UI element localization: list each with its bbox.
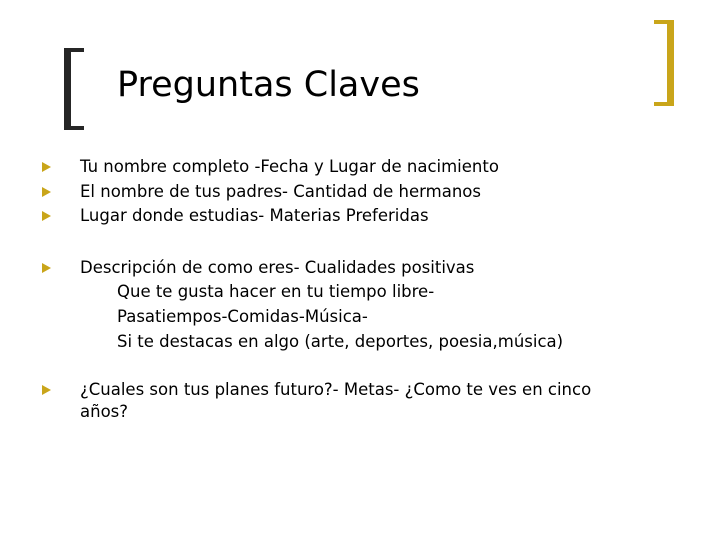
sub-line: Pasatiempos-Comidas-Música-	[117, 307, 368, 326]
triangle-bullet-icon	[42, 263, 51, 273]
bullet-item: El nombre de tus padres- Cantidad de hermanos	[80, 182, 481, 201]
bullet-item: Descripción de como eres- Cualidades positivas	[80, 258, 475, 277]
triangle-bullet-icon	[42, 211, 51, 221]
bullet-item: ¿Cuales son tus planes futuro?- Metas- ¿Como te ves en cinco	[80, 380, 592, 399]
bullet-item: Tu nombre completo -Fecha y Lugar de nacimiento	[80, 157, 499, 176]
triangle-bullet-icon	[42, 385, 51, 395]
sub-line: Si te destacas en algo (arte, deportes, poesia,música)	[117, 332, 564, 351]
triangle-bullet-icon	[42, 162, 51, 172]
sub-line: Que te gusta hacer en tu tiempo libre-	[117, 282, 435, 301]
slide-title: Preguntas Claves	[117, 65, 420, 105]
bullet-item: Lugar donde estudias- Materias Preferidas	[80, 206, 429, 225]
bullet-continuation: años?	[80, 402, 129, 421]
triangle-bullet-icon	[42, 187, 51, 197]
